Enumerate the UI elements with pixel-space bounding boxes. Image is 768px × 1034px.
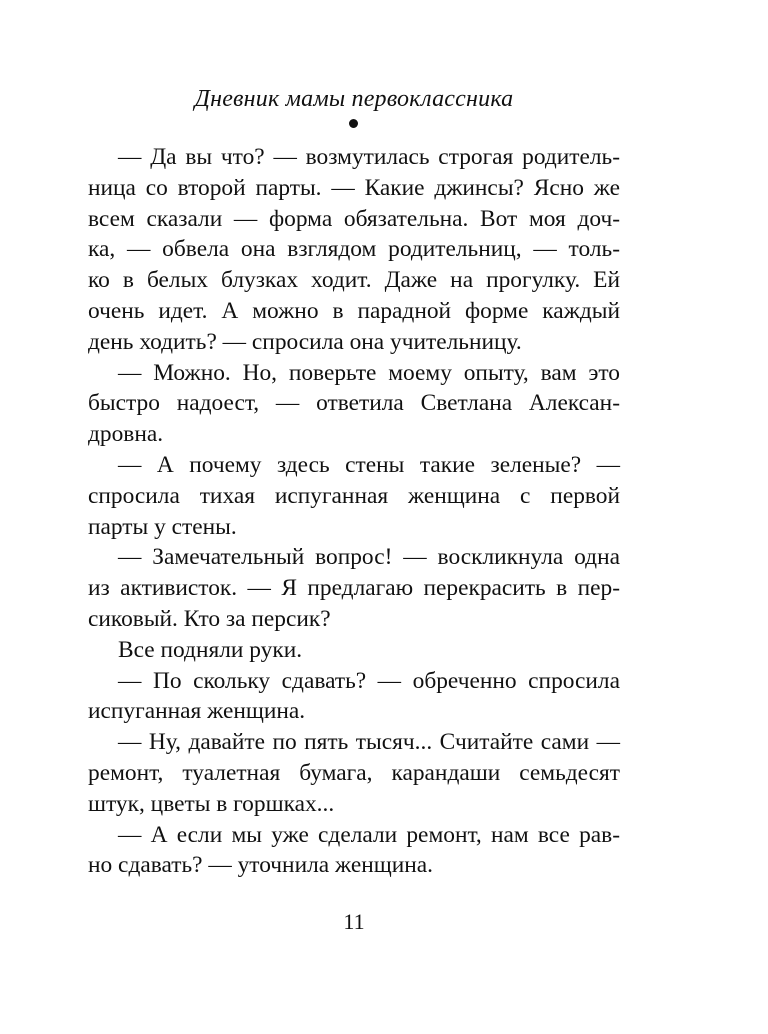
text-line: — По скольку сдавать? — обреченно спросила: [118, 667, 620, 694]
text-line: ница со второй парты. — Какие джинсы? Ясно же: [88, 174, 620, 201]
text-line: штук, цветы в горшках...: [88, 790, 335, 817]
header-bullet-ornament: [349, 119, 358, 128]
paragraph: [88, 358, 620, 450]
paragraph: [88, 542, 620, 634]
running-head: Дневник мамы первоклассника: [194, 86, 514, 112]
text-line: очень идет. А можно в парадной форме каждый: [88, 297, 620, 324]
text-line: ко в белых блузках ходит. Даже на прогулку. Ей: [88, 267, 620, 294]
text-line: — Замечательный вопрос! — воскликнула одна: [118, 544, 620, 571]
paragraph: [88, 142, 620, 358]
text-line: ка, — обвела она взглядом родительниц, — толь-: [88, 236, 620, 263]
text-line: из активисток. — Я предлагаю перекрасить в пер-: [88, 575, 620, 602]
paragraph: [88, 450, 620, 542]
text-line: — А если мы уже сделали ремонт, нам все рав-: [118, 821, 620, 848]
text-line: — Ну, давайте по пять тысяч... Считайте сами —: [118, 729, 620, 756]
paragraph: [88, 666, 620, 728]
text-line: Все подняли руки.: [118, 636, 303, 663]
text-line: дровна.: [88, 421, 164, 448]
paragraph: [88, 727, 620, 819]
paragraph: [88, 820, 620, 882]
text-line: — Да вы что? — возмутилась строгая родитель-: [118, 144, 620, 170]
text-line: день ходить? — спросила она учительницу.: [88, 328, 522, 355]
text-line: — А почему здесь стены такие зеленые? —: [118, 451, 620, 478]
text-line: ремонт, туалетная бумага, карандаши семьдесят: [88, 759, 620, 786]
body-text: [88, 142, 620, 881]
text-line: сиковый. Кто за персик?: [88, 605, 331, 632]
text-line: но сдавать? — уточнила женщина.: [88, 852, 434, 879]
text-line: испуганная женщина.: [88, 698, 306, 725]
text-line: спросила тихая испуганная женщина с первой: [88, 482, 620, 509]
text-line: всем сказали — форма обязательна. Вот моя доч-: [88, 205, 620, 232]
text-line: парты у стены.: [88, 513, 237, 540]
paragraph: [88, 635, 620, 666]
page-number: 11: [343, 909, 365, 934]
text-line: — Можно. Но, поверьте моему опыту, вам это: [118, 359, 620, 386]
text-line: быстро надоест, — ответила Светлана Алексан-: [88, 390, 620, 417]
